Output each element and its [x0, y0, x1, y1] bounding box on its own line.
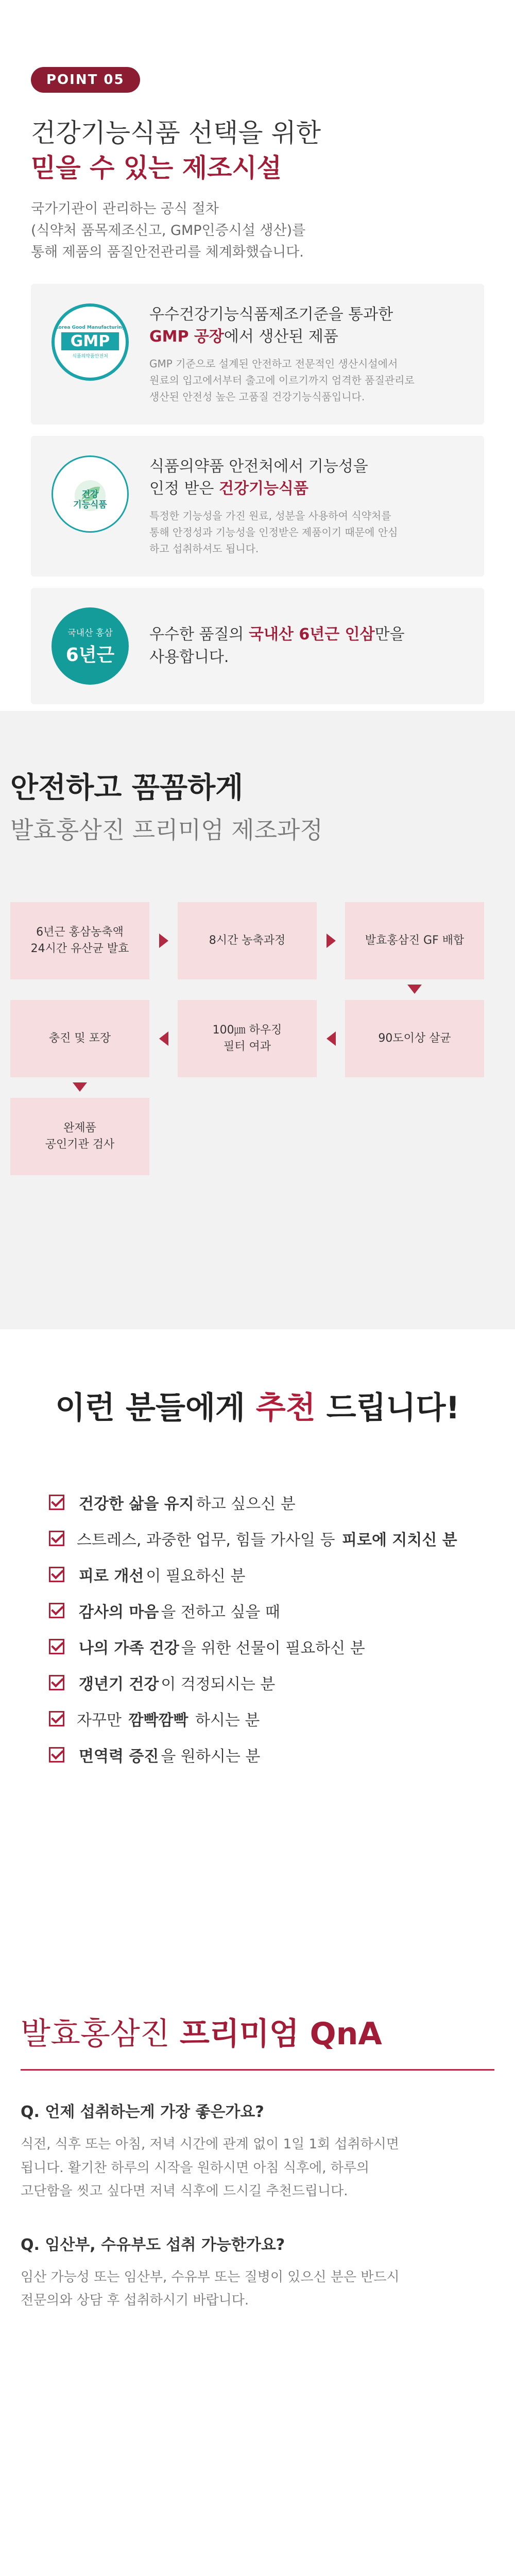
recommend-checklist — [49, 1484, 515, 1773]
checklist-item-text — [77, 1707, 260, 1730]
qna-question: Q. 임산부, 수유부도 섭취 가능한가요? — [21, 2235, 285, 2254]
checklist-item — [49, 1737, 515, 1773]
checklist-item-text — [77, 1527, 459, 1550]
process-step-2: 8시간 농축과정 — [178, 902, 317, 979]
hf-title-pre: 식품의약품 안전처에서 기능성을 — [149, 457, 368, 476]
checklist-item-text — [77, 1491, 296, 1514]
process-step-7: 완제품 공인기관 검사 — [10, 1098, 149, 1175]
checklist-bold: 피로에 지치신 분 — [342, 1531, 457, 1549]
checklist-post: 을 위한 선물이 필요하신 분 — [181, 1639, 365, 1657]
checklist-bold: 면역력 증진 — [79, 1748, 159, 1766]
checklist-item-text — [77, 1743, 260, 1766]
checklist-item — [49, 1629, 515, 1665]
recommend-title-pre: 이런 분들에게 — [55, 1390, 245, 1426]
arrow-right-icon — [327, 934, 336, 948]
six-title-pre: 우수한 품질의 — [149, 625, 244, 644]
six-title-post: 만을 사용합니다. — [149, 625, 405, 666]
checklist-item-text — [77, 1563, 245, 1586]
process-title: 안전하고 꼼꼼하게 — [10, 771, 244, 805]
checkbox-checked-icon — [49, 1531, 64, 1546]
point-05-section — [0, 0, 515, 711]
gmp-title-pre: 우수건강기능식품제조기준을 통과한 — [149, 305, 393, 324]
checklist-post: 이 걱정되시는 분 — [161, 1675, 276, 1693]
point-title-line1: 건강기능식품 선택을 위한 — [31, 118, 321, 148]
gmp-card-text: GMP 기준으로 설계된 안전하고 전문적인 생산시설에서 원료의 입고에서부터 출고에 이르기까지 엄격한 품질관리로 생산된 안전성 높은 고품질 건강기능식품입니다. — [149, 357, 415, 403]
qna-answer: 임산 가능성 또는 임산부, 수유부 또는 질병이 있으신 분은 반드시 전문의와 상담 후 섭취하시기 바랍니다. — [21, 2269, 400, 2308]
qna-item-2 — [21, 2232, 494, 2313]
checklist-post: 하고 싶으신 분 — [196, 1495, 296, 1513]
point-badge: POINT 05 — [31, 67, 140, 93]
checklist-item — [49, 1665, 515, 1701]
process-section — [0, 711, 515, 1329]
recommend-title-accent: 추천 — [255, 1390, 316, 1426]
checkbox-checked-icon — [49, 1603, 64, 1618]
qna-title-accent: 프리미엄 QnA — [179, 2016, 382, 2052]
arrow-down-icon — [73, 1082, 87, 1092]
process-step-6: 충진 및 포장 — [10, 1000, 149, 1077]
checklist-item — [49, 1484, 515, 1520]
checklist-bold: 피로 개선 — [79, 1567, 144, 1585]
gmp-emblem-bottom: 식품의약품안전처 — [72, 353, 108, 359]
arrow-left-icon — [327, 1031, 336, 1046]
qna-item-1 — [21, 2099, 494, 2204]
checklist-post: 하시는 분 — [190, 1711, 260, 1730]
six-title-accent: 국내산 6년근 인삼 — [248, 625, 375, 644]
gmp-emblem-icon — [52, 303, 129, 381]
checklist-bold: 나의 가족 건강 — [79, 1639, 179, 1657]
checklist-post: 이 필요하신 분 — [146, 1567, 246, 1585]
checkbox-checked-icon — [49, 1711, 64, 1726]
health-food-card-title — [149, 455, 464, 500]
process-step-1: 6년근 홍삼농축액 24시간 유산균 발효 — [10, 902, 149, 979]
checklist-item — [49, 1556, 515, 1592]
health-food-emblem-text: 건강 기능식품 — [73, 489, 107, 510]
checklist-item — [49, 1592, 515, 1629]
health-food-card-text: 특정한 기능성을 가진 원료, 성분을 사용하여 식약처를 통해 안정성과 기능성을 인정받은 제품이기 때문에 안심 하고 섭취하셔도 됩니다. — [149, 509, 398, 555]
qna-title — [21, 2009, 494, 2054]
process-step-3: 발효홍삼진 GF 배합 — [345, 902, 484, 979]
arrow-left-icon — [159, 1031, 168, 1046]
qna-section — [0, 1978, 515, 2576]
checklist-item-text — [77, 1635, 365, 1658]
gmp-card-title — [149, 303, 464, 348]
qna-divider — [21, 2069, 494, 2071]
gmp-emblem-top: Korea Good Manufacturing — [55, 325, 126, 330]
six-emblem-main: 6년근 — [65, 644, 115, 666]
gmp-title-post: 에서 생산된 제품 — [224, 328, 338, 346]
gmp-card-body — [149, 303, 464, 405]
checkbox-checked-icon — [49, 1639, 64, 1654]
checklist-post: 을 원하시는 분 — [161, 1748, 261, 1766]
checklist-bold: 깜빡깜빡 — [128, 1711, 188, 1730]
checklist-pre: 자꾸만 — [77, 1711, 127, 1730]
checklist-item — [49, 1520, 515, 1556]
hf-title-pre2: 인정 받은 — [149, 480, 214, 498]
health-food-card-body — [149, 455, 464, 557]
health-food-card — [31, 436, 484, 577]
checklist-post: 을 전하고 싶을 때 — [161, 1603, 280, 1621]
checklist-bold: 감사의 마음 — [79, 1603, 159, 1621]
checkbox-checked-icon — [49, 1495, 64, 1510]
checklist-item-text — [77, 1671, 275, 1694]
process-subtitle: 발효홍삼진 프리미엄 제조과정 — [10, 816, 323, 844]
point-title — [31, 116, 484, 185]
qna-title-pre: 발효홍삼진 — [21, 2016, 170, 2052]
point-title-line2: 믿을 수 있는 제조시설 — [31, 152, 282, 183]
checklist-item — [49, 1701, 515, 1737]
process-flow — [10, 902, 505, 1191]
checklist-item-text — [77, 1599, 280, 1622]
checklist-bold: 갱년기 건강 — [79, 1675, 159, 1693]
gmp-emblem-main: GMP — [61, 332, 119, 350]
checkbox-checked-icon — [49, 1567, 64, 1582]
checklist-bold: 건강한 삶을 유지 — [79, 1495, 194, 1513]
arrow-right-icon — [159, 934, 168, 948]
arrow-down-icon — [407, 985, 422, 994]
process-step-5: 100㎛ 하우징 필터 여과 — [178, 1000, 317, 1077]
process-step-4: 90도이상 살균 — [345, 1000, 484, 1077]
ginseng-card — [31, 588, 484, 704]
recommend-section — [0, 1329, 515, 1978]
recommend-title — [0, 1383, 515, 1428]
checklist-pre: 스트레스, 과중한 업무, 힘들 가사일 등 — [77, 1531, 340, 1549]
health-food-emblem-icon — [52, 455, 129, 533]
qna-answer: 식전, 식후 또는 아침, 저녁 시간에 관계 없이 1일 1회 섭취하시면 됩니다. 활기찬 하루의 시작을 원하시면 아침 식후에, 하루의 고단함을 씻고 싶다면 저녁 식후에 드시길 추천드립니다. — [21, 2137, 400, 2199]
ginseng-card-body — [149, 623, 464, 668]
checkbox-checked-icon — [49, 1747, 64, 1762]
point-desc: 국가기관이 관리하는 공식 절차 (식약처 품목제조신고, GMP인증시설 생산)를 통해 제품의 품질안전관리를 체계화했습니다. — [31, 201, 306, 260]
recommend-title-post: 드립니다! — [326, 1390, 460, 1426]
gmp-title-accent: GMP 공장 — [149, 328, 224, 346]
gmp-card — [31, 284, 484, 425]
six-emblem-top: 국내산 홍삼 — [67, 628, 113, 638]
checkbox-checked-icon — [49, 1675, 64, 1690]
hf-title-accent: 건강기능식품 — [219, 480, 308, 498]
ginseng-card-title — [149, 623, 464, 668]
six-year-ginseng-emblem-icon — [52, 607, 129, 685]
qna-question: Q. 언제 섭취하는게 가장 좋은가요? — [21, 2103, 264, 2121]
